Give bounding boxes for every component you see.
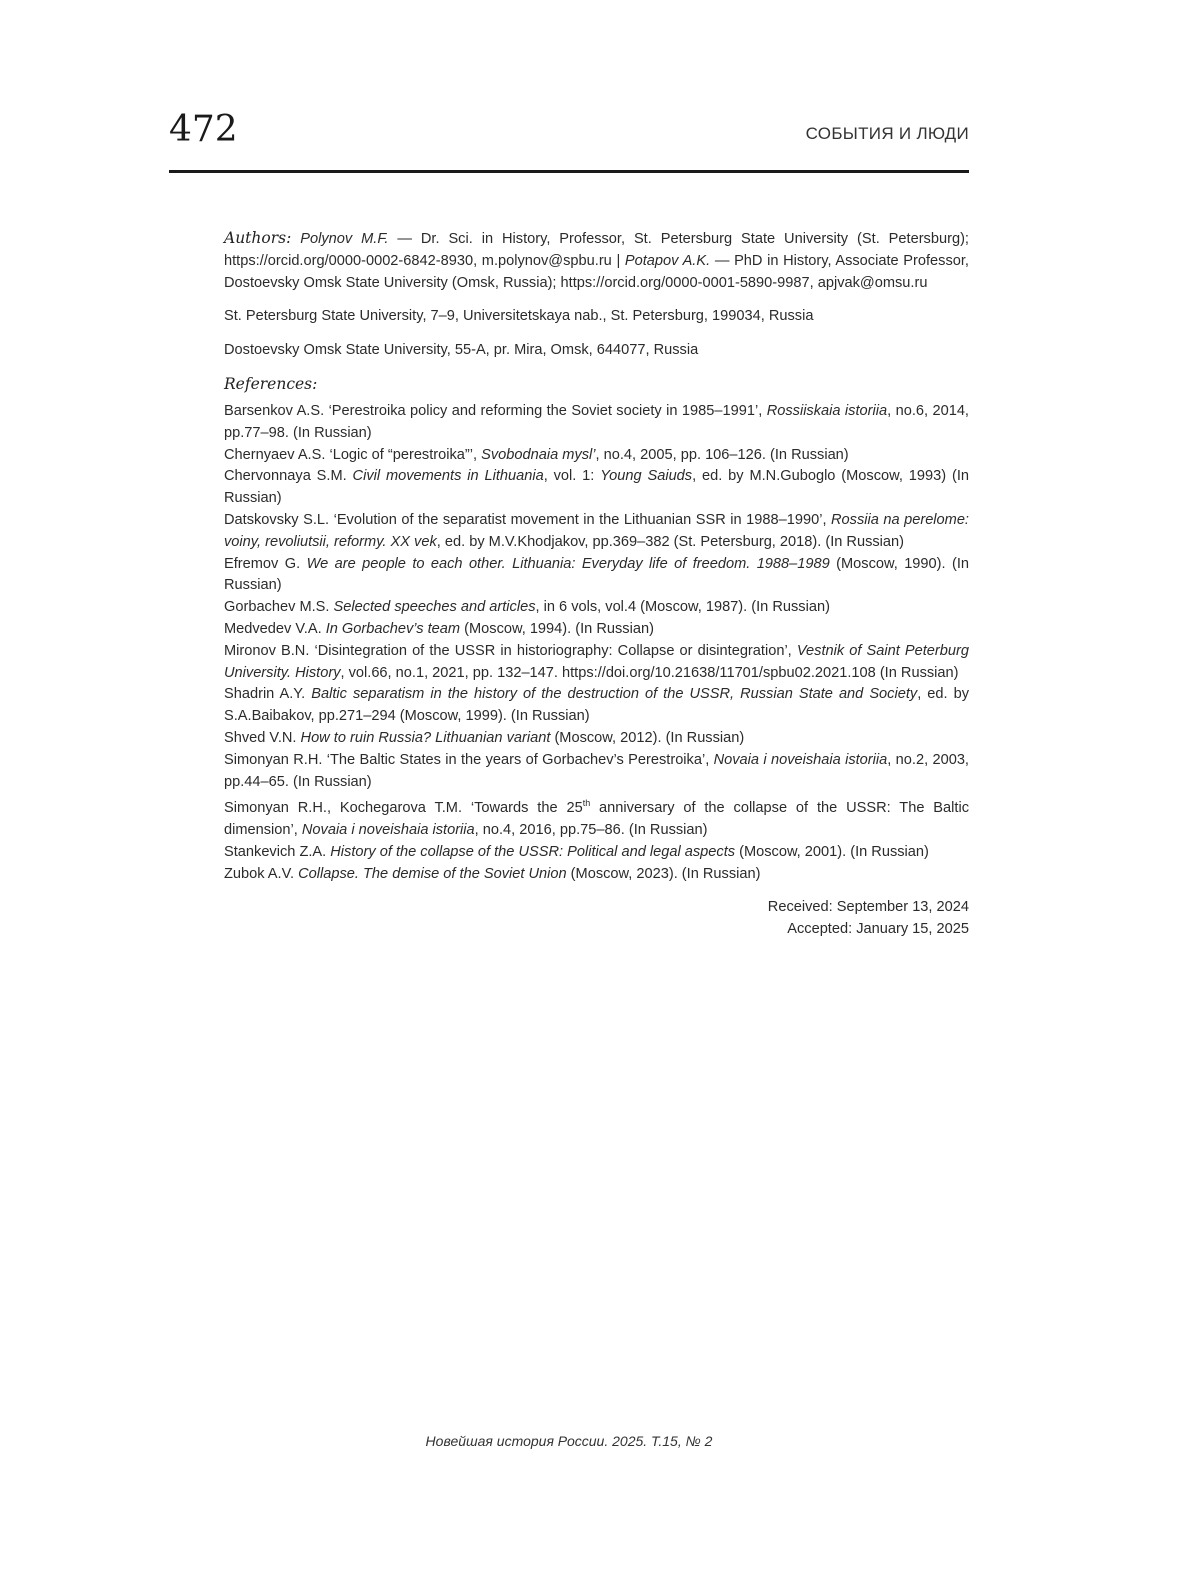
page-number: 472 bbox=[169, 109, 238, 150]
reference-item: Datskovsky S.L. ‘Evolution of the separatist movement in the Lithuanian SSR in 1988–1990’, Rossiia na perelome: voiny, revoliutsii, reformy. XX vek, ed. by M.V.Khodjakov, pp.369–382 (St. Petersburg, 2018). (In Russian) bbox=[224, 511, 969, 550]
reference-item: Zubok A.V. Collapse. The demise of the Soviet Union (Moscow, 2023). (In Russian) bbox=[224, 865, 761, 882]
journal-footer: Новейшая история России. 2025. Т.15, № 2 bbox=[425, 1433, 713, 1449]
author-1-name: Polynov M.F. bbox=[300, 231, 389, 247]
accepted-date: Accepted: January 15, 2025 bbox=[787, 921, 969, 938]
received-date: Received: September 13, 2024 bbox=[767, 899, 969, 916]
affiliation-spbu: St. Petersburg State University, 7–9, Universitetskaya nab., St. Petersburg, 199034, Russia bbox=[224, 308, 814, 325]
running-header bbox=[169, 104, 969, 173]
authors-block bbox=[224, 228, 969, 294]
reference-item: Mironov B.N. ‘Disintegration of the USSR in historiography: Collapse or disintegration’, Vestnik of Saint Peterburg University. History, vol.66, no.1, 2021, pp. 132–147. https://doi.org/10.21638/11701/spbu02.2021.108 (In Russian) bbox=[224, 642, 969, 681]
reference-item: Efremov G. We are people to each other. Lithuania: Everyday life of freedom. 1988–1989 (Moscow, 1990). (In Russian) bbox=[224, 555, 970, 594]
affiliation-omsu: Dostoevsky Omsk State University, 55-A, pr. Mira, Omsk, 644077, Russia bbox=[224, 342, 699, 359]
references-heading: References: bbox=[224, 374, 318, 393]
author-1-info: — Dr. Sci. in History, Professor, St. Petersburg State University (St. Petersburg); https://orcid.org/0000-0002-6842-8930, m.polynov@spbu.ru | bbox=[224, 231, 969, 269]
reference-item: Shved V.N. How to ruin Russia? Lithuanian variant (Moscow, 2012). (In Russian) bbox=[224, 729, 745, 746]
reference-item: Simonyan R.H., Kochegarova T.M. ‘Towards the 25th anniversary of the collapse of the USSR: The Baltic dimension’, Novaia i noveishaia istoriia, no.4, 2016, pp.75–86. (In Russian) bbox=[224, 798, 969, 838]
reference-item: Barsenkov A.S. ‘Perestroika policy and reforming the Soviet society in 1985–1991’, Rossiiskaia istoriia, no.6, 2014, pp.77–98. (In Russian) bbox=[224, 402, 969, 441]
submission-dates bbox=[224, 897, 969, 941]
reference-item: Shadrin A.Y. Baltic separatism in the history of the destruction of the USSR, Russian State and Society, ed. by S.A.Baibakov, pp.271–294 (Moscow, 1999). (In Russian) bbox=[224, 686, 969, 725]
reference-item: Gorbachev M.S. Selected speeches and articles, in 6 vols, vol.4 (Moscow, 1987). (In Russian) bbox=[224, 599, 830, 616]
reference-item: Simonyan R.H. ‘The Baltic States in the years of Gorbachev’s Perestroika’, Novaia i noveishaia istoriia, no.2, 2003, pp.44–65. (In Russian) bbox=[224, 751, 969, 790]
references-list bbox=[224, 401, 969, 885]
reference-item: Medvedev V.A. In Gorbachev’s team (Moscow, 1994). (In Russian) bbox=[224, 620, 654, 637]
author-2-info: — PhD in History, Associate Professor, Dostoevsky Omsk State University (Omsk, Russia); https://orcid.org/0000-0001-5890-9987, apjvak@omsu.ru bbox=[224, 252, 969, 291]
reference-item: Stankevich Z.A. History of the collapse of the USSR: Political and legal aspects (Moscow, 2001). (In Russian) bbox=[224, 843, 929, 860]
article-back-matter bbox=[224, 228, 969, 941]
reference-item: Chernyaev A.S. ‘Logic of “perestroika”’, Svobodnaia mysl’, no.4, 2005, pp. 106–126. (In Russian) bbox=[224, 446, 849, 463]
reference-item: Chervonnaya S.M. Civil movements in Lithuania, vol. 1: Young Saiuds, ed. by M.N.Guboglo (Moscow, 1993) (In Russian) bbox=[224, 468, 969, 507]
authors-label: Authors: bbox=[224, 229, 292, 247]
author-2-name: Potapov A.K. bbox=[624, 252, 711, 269]
section-title: СОБЫТИЯ И ЛЮДИ bbox=[805, 124, 969, 143]
